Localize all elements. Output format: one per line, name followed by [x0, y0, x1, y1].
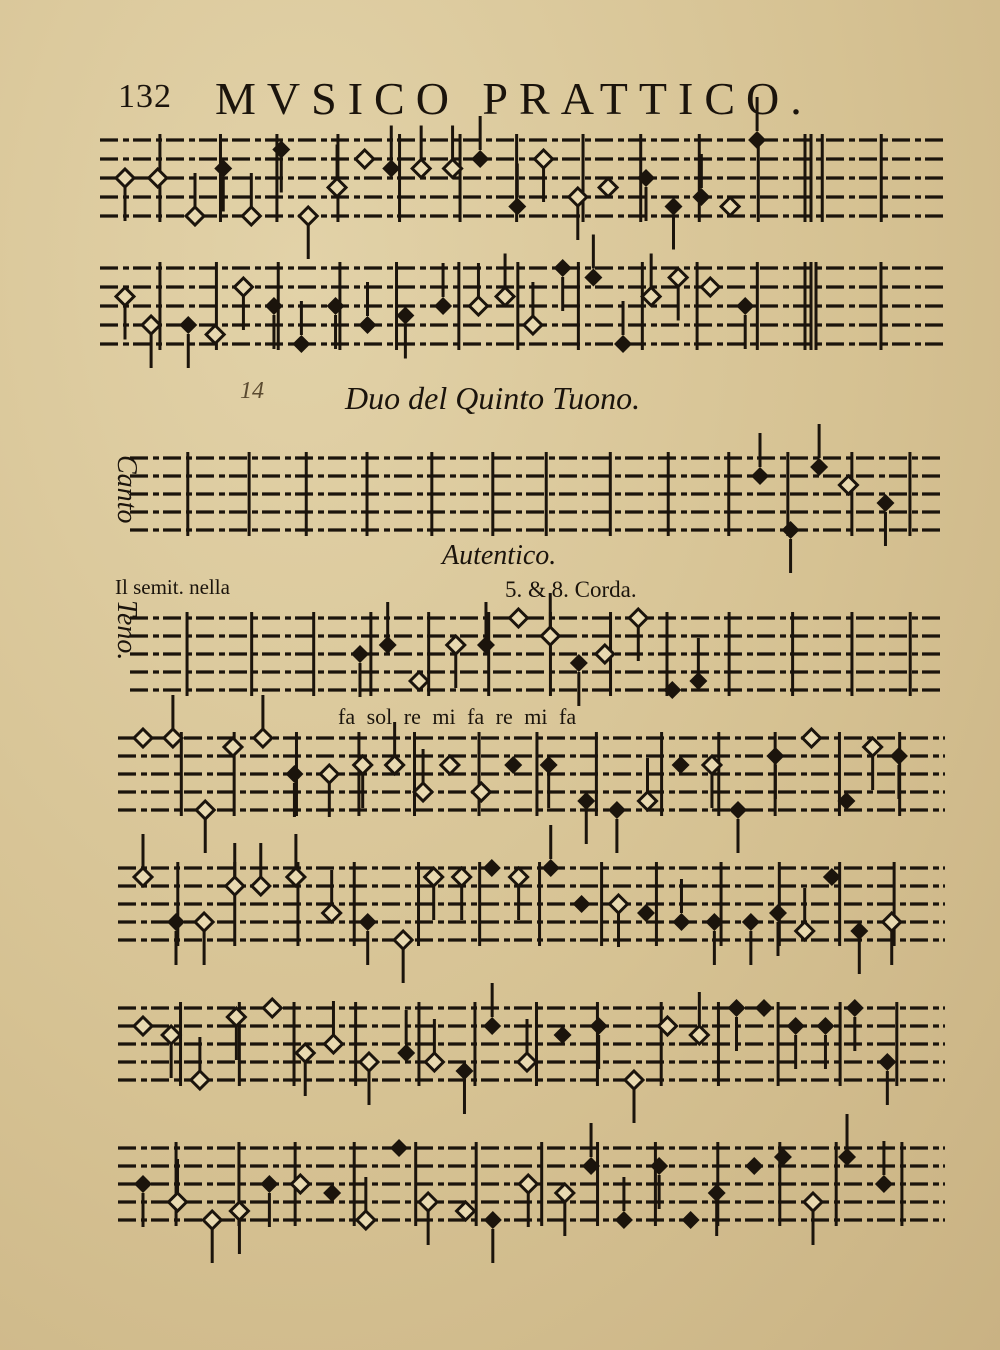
note-semiminim	[608, 801, 626, 819]
note-semiminim	[728, 999, 746, 1017]
note-minim	[669, 269, 687, 287]
note-minim	[323, 904, 341, 922]
note-minim	[519, 1175, 537, 1193]
note-semiminim	[742, 913, 760, 931]
note-minim	[518, 1053, 536, 1071]
note-minim	[195, 913, 213, 931]
note-minim	[804, 1193, 822, 1211]
note-semiminim	[736, 297, 754, 315]
note-semiminim	[590, 1017, 608, 1035]
corda-label: 5. & 8. Corda.	[505, 577, 637, 602]
note-minim	[162, 1026, 180, 1044]
note-minim	[721, 198, 739, 216]
note-minim	[226, 877, 244, 895]
note-semiminim	[751, 467, 769, 485]
note-minim	[701, 278, 719, 296]
note-semiminim	[846, 999, 864, 1017]
note-minim	[242, 207, 260, 225]
note-minim	[425, 1053, 443, 1071]
note-semiminim	[167, 913, 185, 931]
note-semiminim	[351, 645, 369, 663]
note-minim	[510, 868, 528, 886]
note-semiminim	[272, 141, 290, 159]
note-semiminim	[782, 521, 800, 539]
note-minim	[690, 1026, 708, 1044]
note-semiminim	[810, 458, 828, 476]
note-semiminim	[672, 913, 690, 931]
note-minim	[296, 1044, 314, 1062]
note-minim	[354, 756, 372, 774]
note-minim	[802, 729, 820, 747]
note-minim	[414, 783, 432, 801]
note-minim	[186, 207, 204, 225]
note-semiminim	[875, 1175, 893, 1193]
note-minim	[412, 160, 430, 178]
note-minim	[164, 729, 182, 747]
note-minim	[169, 1193, 187, 1211]
note-minim	[441, 756, 459, 774]
note-semiminim	[573, 895, 591, 913]
semitone-label: Il semit. nella	[115, 575, 230, 599]
note-minim	[457, 1202, 475, 1220]
note-semiminim	[850, 922, 868, 940]
note-minim	[320, 765, 338, 783]
note-semiminim	[323, 1184, 341, 1202]
note-semiminim	[729, 801, 747, 819]
note-semiminim	[614, 335, 632, 353]
note-minim	[472, 783, 490, 801]
note-semiminim	[816, 1017, 834, 1035]
note-minim	[599, 179, 617, 197]
note-minim	[230, 1202, 248, 1220]
note-semiminim	[134, 1175, 152, 1193]
note-minim	[206, 326, 224, 344]
note-minim	[149, 169, 167, 187]
running-title: MVSICO PRATTICO.	[215, 73, 813, 124]
note-semiminim	[379, 636, 397, 654]
note-minim	[254, 729, 272, 747]
note-semiminim	[890, 747, 908, 765]
note-minim	[629, 609, 647, 627]
note-semiminim	[540, 756, 558, 774]
note-semiminim	[455, 1062, 473, 1080]
note-semiminim	[483, 859, 501, 877]
note-semiminim	[637, 904, 655, 922]
note-minim	[357, 1211, 375, 1229]
note-minim	[224, 738, 242, 756]
mode-label: Autentico.	[442, 540, 557, 571]
note-semiminim	[787, 1017, 805, 1035]
note-minim	[394, 931, 412, 949]
note-minim	[227, 1008, 245, 1026]
note-semiminim	[397, 1044, 415, 1062]
note-semiminim	[508, 198, 526, 216]
note-minim	[425, 868, 443, 886]
note-minim	[419, 1193, 437, 1211]
note-semiminim	[755, 999, 773, 1017]
note-minim	[638, 792, 656, 810]
note-semiminim	[396, 307, 414, 325]
note-minim	[191, 1071, 209, 1089]
note-semiminim	[769, 904, 787, 922]
note-minim	[535, 150, 553, 168]
note-semiminim	[214, 160, 232, 178]
voice-label-canto: Canto	[111, 455, 142, 524]
note-semiminim	[359, 913, 377, 931]
note-semiminim	[708, 1184, 726, 1202]
note-minim	[142, 316, 160, 334]
note-semiminim	[382, 160, 400, 178]
note-minim	[263, 999, 281, 1017]
section-title: Duo del Quinto Tuono.	[345, 380, 641, 416]
note-minim	[496, 288, 514, 306]
note-minim	[234, 278, 252, 296]
note-minim	[864, 738, 882, 756]
note-semiminim	[878, 1053, 896, 1071]
note-semiminim	[665, 198, 683, 216]
note-semiminim	[584, 269, 602, 287]
note-semiminim	[838, 1148, 856, 1166]
note-minim	[134, 729, 152, 747]
note-semiminim	[285, 765, 303, 783]
note-semiminim	[390, 1139, 408, 1157]
note-semiminim	[179, 316, 197, 334]
note-semiminim	[504, 756, 522, 774]
note-minim	[196, 801, 214, 819]
note-minim	[469, 297, 487, 315]
note-minim	[447, 636, 465, 654]
note-semiminim	[745, 1157, 763, 1175]
note-minim	[625, 1071, 643, 1089]
note-minim	[883, 913, 901, 931]
note-minim	[524, 316, 542, 334]
note-minim	[642, 288, 660, 306]
voice-label-tenor: Teno.	[111, 600, 142, 661]
note-minim	[386, 756, 404, 774]
note-semiminim	[434, 297, 452, 315]
note-semiminim	[260, 1175, 278, 1193]
note-minim	[509, 609, 527, 627]
note-minim	[299, 207, 317, 225]
note-semiminim	[477, 636, 495, 654]
note-minim	[116, 169, 134, 187]
solfege-syllables: fa sol re mi fa re mi fa	[338, 704, 577, 729]
note-minim	[203, 1211, 221, 1229]
note-minim	[556, 1184, 574, 1202]
note-semiminim	[359, 316, 377, 334]
note-semiminim	[766, 747, 784, 765]
note-minim	[134, 868, 152, 886]
note-minim	[252, 877, 270, 895]
note-semiminim	[554, 259, 572, 277]
note-minim	[610, 895, 628, 913]
note-semiminim	[748, 131, 766, 149]
note-semiminim	[484, 1211, 502, 1229]
note-semiminim	[542, 859, 560, 877]
note-minim	[324, 1035, 342, 1053]
note-semiminim	[774, 1148, 792, 1166]
note-semiminim	[471, 150, 489, 168]
note-minim	[360, 1053, 378, 1071]
note-minim	[328, 179, 346, 197]
page-number: 132	[118, 78, 172, 115]
note-semiminim	[265, 297, 283, 315]
note-minim	[453, 868, 471, 886]
note-semiminim	[692, 188, 710, 206]
note-semiminim	[327, 297, 345, 315]
note-semiminim	[615, 1211, 633, 1229]
note-semiminim	[876, 494, 894, 512]
note-minim	[134, 1017, 152, 1035]
note-minim	[796, 922, 814, 940]
note-semiminim	[682, 1211, 700, 1229]
note-semiminim	[483, 1017, 501, 1035]
note-minim	[541, 627, 559, 645]
note-minim	[410, 672, 428, 690]
note-semiminim	[292, 335, 310, 353]
note-minim	[839, 476, 857, 494]
note-minim	[356, 150, 374, 168]
note-semiminim	[577, 792, 595, 810]
note-semiminim	[570, 654, 588, 672]
note-semiminim	[650, 1157, 668, 1175]
marginal-number: 14	[240, 378, 264, 404]
note-semiminim	[689, 672, 707, 690]
note-minim	[287, 868, 305, 886]
note-minim	[116, 288, 134, 306]
note-semiminim	[672, 756, 690, 774]
note-semiminim	[554, 1026, 572, 1044]
